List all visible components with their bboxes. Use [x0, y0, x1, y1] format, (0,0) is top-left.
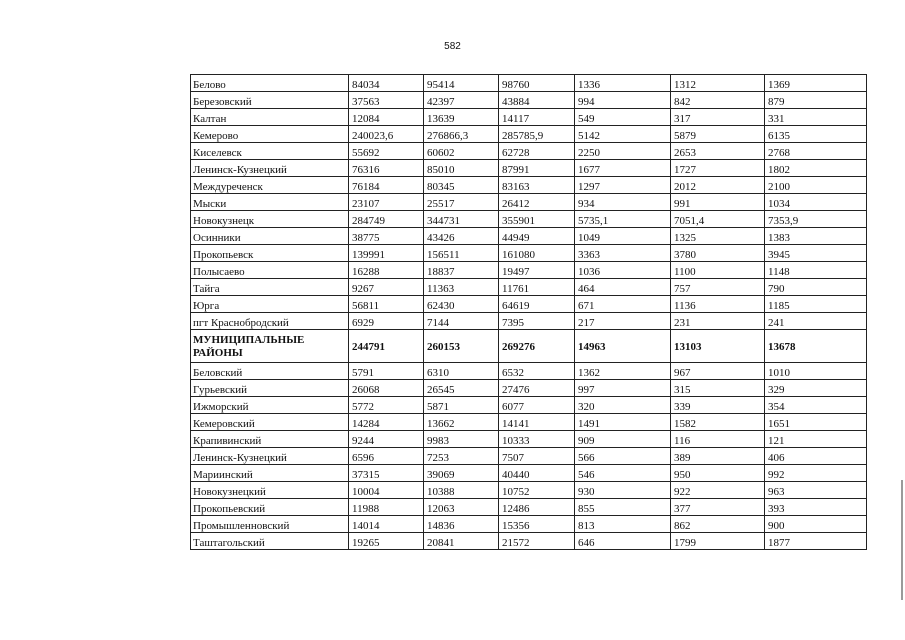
- value-cell: 317: [671, 109, 765, 126]
- table-row: [191, 160, 867, 177]
- table-row: [191, 465, 867, 482]
- value-cell: 40440: [499, 465, 575, 482]
- value-cell: 9244: [349, 431, 424, 448]
- value-cell: 355901: [499, 211, 575, 228]
- value-cell: 6135: [765, 126, 867, 143]
- value-cell: 5791: [349, 363, 424, 380]
- value-cell: 12084: [349, 109, 424, 126]
- value-cell: 285785,9: [499, 126, 575, 143]
- value-cell: 1582: [671, 414, 765, 431]
- value-cell: 19497: [499, 262, 575, 279]
- value-cell: 39069: [424, 465, 499, 482]
- value-cell: 1799: [671, 533, 765, 550]
- table-row: [191, 228, 867, 245]
- value-cell: 43884: [499, 92, 575, 109]
- value-cell: 85010: [424, 160, 499, 177]
- value-cell: 339: [671, 397, 765, 414]
- value-cell: 1383: [765, 228, 867, 245]
- value-cell: 161080: [499, 245, 575, 262]
- value-cell: 95414: [424, 75, 499, 92]
- value-cell: 10333: [499, 431, 575, 448]
- table-row: [191, 211, 867, 228]
- value-cell: 240023,6: [349, 126, 424, 143]
- row-name-cell: Березовский: [191, 92, 349, 109]
- value-cell: 13662: [424, 414, 499, 431]
- row-name-cell: Прокопьевск: [191, 245, 349, 262]
- value-cell: 950: [671, 465, 765, 482]
- value-cell: 1148: [765, 262, 867, 279]
- value-cell: 43426: [424, 228, 499, 245]
- value-cell: 1136: [671, 296, 765, 313]
- table-row: [191, 143, 867, 160]
- value-cell: 393: [765, 499, 867, 516]
- table-row: [191, 482, 867, 499]
- row-name-cell: Промышленновский: [191, 516, 349, 533]
- table-row: [191, 499, 867, 516]
- row-name-cell: пгт Краснобродский: [191, 313, 349, 330]
- row-name-cell: Крапивинский: [191, 431, 349, 448]
- value-cell: 26412: [499, 194, 575, 211]
- value-cell: 1185: [765, 296, 867, 313]
- value-cell: 1491: [575, 414, 671, 431]
- value-cell: 992: [765, 465, 867, 482]
- value-cell: 566: [575, 448, 671, 465]
- value-cell: 121: [765, 431, 867, 448]
- row-name-cell: Ижморский: [191, 397, 349, 414]
- value-cell: 244791: [349, 330, 424, 363]
- value-cell: 2250: [575, 143, 671, 160]
- value-cell: 1362: [575, 363, 671, 380]
- value-cell: 1651: [765, 414, 867, 431]
- row-name-cell: Мыски: [191, 194, 349, 211]
- row-name-cell: Новокузнецкий: [191, 482, 349, 499]
- value-cell: 20841: [424, 533, 499, 550]
- table-row: [191, 380, 867, 397]
- value-cell: 76184: [349, 177, 424, 194]
- value-cell: 994: [575, 92, 671, 109]
- value-cell: 1802: [765, 160, 867, 177]
- value-cell: 15356: [499, 516, 575, 533]
- row-name-cell: Беловский: [191, 363, 349, 380]
- value-cell: 11761: [499, 279, 575, 296]
- value-cell: 14284: [349, 414, 424, 431]
- row-name-cell: Таштагольский: [191, 533, 349, 550]
- value-cell: 3780: [671, 245, 765, 262]
- value-cell: 217: [575, 313, 671, 330]
- value-cell: 1336: [575, 75, 671, 92]
- row-name-cell: МУНИЦИПАЛЬНЫЕ РАЙОНЫ: [191, 330, 349, 363]
- table-row: [191, 363, 867, 380]
- value-cell: 13639: [424, 109, 499, 126]
- value-cell: 98760: [499, 75, 575, 92]
- table-row: [191, 448, 867, 465]
- value-cell: 14836: [424, 516, 499, 533]
- value-cell: 76316: [349, 160, 424, 177]
- table-row: [191, 296, 867, 313]
- value-cell: 11988: [349, 499, 424, 516]
- table-row: [191, 75, 867, 92]
- value-cell: 5735,1: [575, 211, 671, 228]
- value-cell: 9267: [349, 279, 424, 296]
- value-cell: 922: [671, 482, 765, 499]
- value-cell: 64619: [499, 296, 575, 313]
- value-cell: 909: [575, 431, 671, 448]
- value-cell: 2012: [671, 177, 765, 194]
- value-cell: 116: [671, 431, 765, 448]
- value-cell: 3945: [765, 245, 867, 262]
- value-cell: 60602: [424, 143, 499, 160]
- value-cell: 813: [575, 516, 671, 533]
- value-cell: 2768: [765, 143, 867, 160]
- value-cell: 862: [671, 516, 765, 533]
- table-row: [191, 516, 867, 533]
- page-number: 582: [444, 41, 461, 52]
- table-row: [191, 313, 867, 330]
- value-cell: 23107: [349, 194, 424, 211]
- row-name-cell: Новокузнецк: [191, 211, 349, 228]
- value-cell: 1297: [575, 177, 671, 194]
- value-cell: 260153: [424, 330, 499, 363]
- value-cell: 21572: [499, 533, 575, 550]
- value-cell: 6929: [349, 313, 424, 330]
- value-cell: 7507: [499, 448, 575, 465]
- value-cell: 1010: [765, 363, 867, 380]
- value-cell: 646: [575, 533, 671, 550]
- value-cell: 38775: [349, 228, 424, 245]
- value-cell: 44949: [499, 228, 575, 245]
- value-cell: 354: [765, 397, 867, 414]
- value-cell: 5772: [349, 397, 424, 414]
- value-cell: 1100: [671, 262, 765, 279]
- value-cell: 377: [671, 499, 765, 516]
- value-cell: 10004: [349, 482, 424, 499]
- value-cell: 934: [575, 194, 671, 211]
- value-cell: 56811: [349, 296, 424, 313]
- value-cell: 1049: [575, 228, 671, 245]
- value-cell: 5871: [424, 397, 499, 414]
- value-cell: 14117: [499, 109, 575, 126]
- value-cell: 757: [671, 279, 765, 296]
- value-cell: 269276: [499, 330, 575, 363]
- value-cell: 37563: [349, 92, 424, 109]
- value-cell: 87991: [499, 160, 575, 177]
- value-cell: 331: [765, 109, 867, 126]
- value-cell: 284749: [349, 211, 424, 228]
- value-cell: 549: [575, 109, 671, 126]
- row-name-cell: Ленинск-Кузнецкий: [191, 448, 349, 465]
- value-cell: 7144: [424, 313, 499, 330]
- row-name-cell: Ленинск-Кузнецкий: [191, 160, 349, 177]
- row-name-cell: Междуреченск: [191, 177, 349, 194]
- value-cell: 9983: [424, 431, 499, 448]
- row-name-cell: Осинники: [191, 228, 349, 245]
- value-cell: 11363: [424, 279, 499, 296]
- value-cell: 963: [765, 482, 867, 499]
- value-cell: 10388: [424, 482, 499, 499]
- table-row: [191, 279, 867, 296]
- value-cell: 1034: [765, 194, 867, 211]
- value-cell: 13103: [671, 330, 765, 363]
- value-cell: 967: [671, 363, 765, 380]
- table-row: [191, 414, 867, 431]
- value-cell: 42397: [424, 92, 499, 109]
- table-section-row: [191, 330, 867, 363]
- value-cell: 855: [575, 499, 671, 516]
- row-name-cell: Юрга: [191, 296, 349, 313]
- value-cell: 241: [765, 313, 867, 330]
- value-cell: 546: [575, 465, 671, 482]
- value-cell: 19265: [349, 533, 424, 550]
- table-row: [191, 533, 867, 550]
- value-cell: 6532: [499, 363, 575, 380]
- value-cell: 406: [765, 448, 867, 465]
- row-name-cell: Киселевск: [191, 143, 349, 160]
- table-row: [191, 194, 867, 211]
- value-cell: 25517: [424, 194, 499, 211]
- value-cell: 7253: [424, 448, 499, 465]
- value-cell: 2100: [765, 177, 867, 194]
- value-cell: 80345: [424, 177, 499, 194]
- value-cell: 13678: [765, 330, 867, 363]
- row-name-cell: Кемерово: [191, 126, 349, 143]
- value-cell: 790: [765, 279, 867, 296]
- row-name-cell: Кемеровский: [191, 414, 349, 431]
- row-name-cell: Тайга: [191, 279, 349, 296]
- value-cell: 62430: [424, 296, 499, 313]
- table-row: [191, 397, 867, 414]
- value-cell: 27476: [499, 380, 575, 397]
- value-cell: 16288: [349, 262, 424, 279]
- value-cell: 1036: [575, 262, 671, 279]
- value-cell: 389: [671, 448, 765, 465]
- value-cell: 84034: [349, 75, 424, 92]
- value-cell: 6077: [499, 397, 575, 414]
- value-cell: 842: [671, 92, 765, 109]
- value-cell: 320: [575, 397, 671, 414]
- table-body: [191, 75, 867, 550]
- value-cell: 139991: [349, 245, 424, 262]
- row-name-cell: Калтан: [191, 109, 349, 126]
- scan-edge-mark: [901, 480, 903, 600]
- table-row: [191, 92, 867, 109]
- value-cell: 879: [765, 92, 867, 109]
- value-cell: 5142: [575, 126, 671, 143]
- value-cell: 900: [765, 516, 867, 533]
- value-cell: 6596: [349, 448, 424, 465]
- value-cell: 6310: [424, 363, 499, 380]
- value-cell: 55692: [349, 143, 424, 160]
- value-cell: 1369: [765, 75, 867, 92]
- row-name-cell: Полысаево: [191, 262, 349, 279]
- value-cell: 14141: [499, 414, 575, 431]
- value-cell: 276866,3: [424, 126, 499, 143]
- value-cell: 62728: [499, 143, 575, 160]
- row-name-cell: Белово: [191, 75, 349, 92]
- value-cell: 7353,9: [765, 211, 867, 228]
- table-row: [191, 245, 867, 262]
- value-cell: 1677: [575, 160, 671, 177]
- value-cell: 156511: [424, 245, 499, 262]
- row-name-cell: Прокопьевский: [191, 499, 349, 516]
- value-cell: 14963: [575, 330, 671, 363]
- row-name-cell: Гурьевский: [191, 380, 349, 397]
- row-name-cell: Мариинский: [191, 465, 349, 482]
- value-cell: 7051,4: [671, 211, 765, 228]
- value-cell: 997: [575, 380, 671, 397]
- value-cell: 14014: [349, 516, 424, 533]
- value-cell: 26545: [424, 380, 499, 397]
- value-cell: 83163: [499, 177, 575, 194]
- value-cell: 7395: [499, 313, 575, 330]
- value-cell: 344731: [424, 211, 499, 228]
- value-cell: 315: [671, 380, 765, 397]
- value-cell: 1312: [671, 75, 765, 92]
- value-cell: 12486: [499, 499, 575, 516]
- value-cell: 2653: [671, 143, 765, 160]
- table-row: [191, 431, 867, 448]
- value-cell: 1727: [671, 160, 765, 177]
- value-cell: 37315: [349, 465, 424, 482]
- table-row: [191, 177, 867, 194]
- value-cell: 10752: [499, 482, 575, 499]
- value-cell: 3363: [575, 245, 671, 262]
- value-cell: 5879: [671, 126, 765, 143]
- value-cell: 1877: [765, 533, 867, 550]
- data-table: [190, 74, 867, 550]
- table-row: [191, 262, 867, 279]
- table-row: [191, 109, 867, 126]
- value-cell: 930: [575, 482, 671, 499]
- value-cell: 12063: [424, 499, 499, 516]
- value-cell: 671: [575, 296, 671, 313]
- value-cell: 1325: [671, 228, 765, 245]
- table-row: [191, 126, 867, 143]
- value-cell: 329: [765, 380, 867, 397]
- value-cell: 231: [671, 313, 765, 330]
- value-cell: 18837: [424, 262, 499, 279]
- value-cell: 991: [671, 194, 765, 211]
- value-cell: 26068: [349, 380, 424, 397]
- value-cell: 464: [575, 279, 671, 296]
